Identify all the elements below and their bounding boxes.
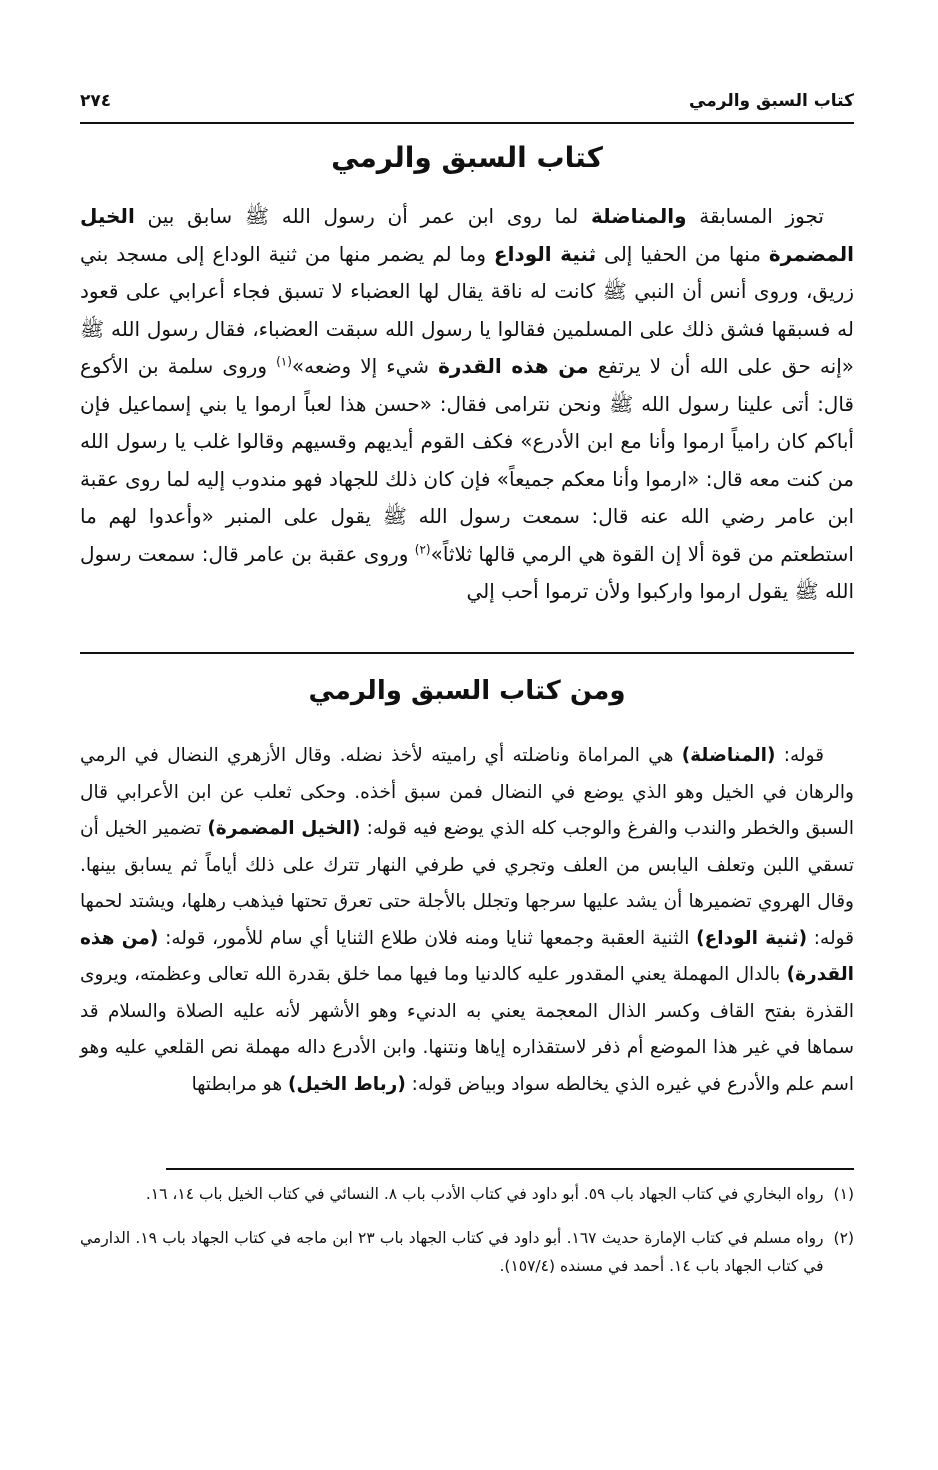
bold-term: ثنية الوداع [493,241,597,266]
bold-term: (من هذه القدرة) [80,927,854,985]
footnote-item [80,1180,854,1208]
text-run: قوله: [775,745,824,766]
bold-term: (الخيل المضمرة) [207,818,361,839]
text-run: بالدال المهملة يعني المقدور عليه كالدنيا وما فيها مما خلق بقدرة الله تعالى وعظمته، ويروى القذرة بفتح القاف وكسر الذال المعجمة يعني به الدنيء وهو الأشهر لأنه عليه الصلاة والسلام قد سماها في غير هذا الموضع أم ذفر لاستقذاره إياها ونتنها. وابن الأدرع داله مهملة نص القلعي عليه وهو اسم علم والأدرع في غيره الذي يخالطه سواد وبياض قوله: [80,964,854,1095]
text-run: منها من الحفيا إلى [596,241,769,266]
footnote-ref-1[interactable]: (١) [276,354,292,369]
commentary-title: ومن كتاب السبق والرمي [308,676,626,706]
bold-term: (ثنية الوداع) [696,927,808,949]
text-run: وروى عقبة بن عامر قال: سمعت رسول الله ﷺ يقول ارموا واركبوا ولأن ترموا أحب إلي [80,541,854,603]
footnote-number: (١) [833,1185,854,1203]
bold-term: الخيل المضمرة [80,204,854,266]
footnotes [80,1180,854,1296]
footnote-number: (٢) [833,1229,854,1247]
text-run: وروى سلمة بن الأكوع قال: أتى علينا رسول الله ﷺ ونحن نترامى فقال: «حسن هذا لعباً ارموا يا بني إسماعيل فإن أباكم كان رامياً ارموا وأنا مع ابن الأدرع» فكف القوم أيديهم وقسيهم وقالوا غلب يا رسول الله من كنت معه قال: «ارموا وأنا معكم جميعاً» فإن كان ذلك للجهاد فهو مندوب إليه لما روى عقبة ابن عامر رضي الله عنه قال: سمعت رسول الله ﷺ يقول على المنبر «وأعدوا لهم ما استطعتم من قوة ألا إن القوة هي الرمي قالها ثلاثاً» [80,354,854,566]
header-rule [80,122,854,124]
main-text-paragraph [80,198,854,611]
text-run: الثنية العقبة وجمعها ثنايا ومنه فلان طلاع الثنايا أي سام للأمور، قوله: [158,927,697,949]
running-title: كتاب السبق والرمي [689,91,854,111]
book-page [80,80,854,1410]
section-divider [80,652,854,654]
main-text [80,198,854,611]
text-run: تجوز المسابقة [686,204,824,228]
footnote-ref-2[interactable]: (٢) [414,541,431,556]
bold-term: من هذه القدرة [438,354,589,378]
running-header [80,86,854,116]
commentary-paragraph [80,738,854,1103]
bold-term: (رباط الخيل) [287,1073,406,1095]
text-run: شيء إلا وضعه» [291,354,439,378]
bold-term: (المناضلة) [681,745,776,766]
footnote-separator [166,1168,854,1170]
footnote-item [80,1224,854,1280]
commentary-text [80,738,854,1103]
text-run: لما روى ابن عمر أن رسول الله ﷺ سابق بين [134,204,592,228]
footnote-text: رواه مسلم في كتاب الإمارة حديث ١٦٧. أبو داود في كتاب الجهاد باب ٢٣ ابن ماجه في كتاب الجهاد باب ١٩. الدارمي في كتاب الجهاد باب ١٤. أحمد في مسنده (١٥٧/٤). [80,1229,824,1275]
bold-term: والمناضلة [591,204,687,228]
text-run: وما لم يضمر منها من ثنية الوداع إلى مسجد بني زريق، وروى أنس أن النبي ﷺ كانت له ناقة يقال لها العضباء لا تسبق فجاء أعرابي على قعود له فسبقها فشق ذلك على المسلمين فقالوا يا رسول الله سبقت العضباء، فقال رسول الله ﷺ «إنه حق على الله أن لا يرتفع [80,241,854,378]
text-run: هي المراماة وناضلته أي راميته لأخذ نضله. وقال الأزهري النضال في الرمي والرهان في الخيل وهو الذي يوضع في النضال فمن سبق أخذه. وحكى ثعلب عن ابن الأعرابي قال السبق والخطر والندب والفرغ والوجب كله الذي يوضع فيه قوله: [80,745,854,839]
page-number: ٢٧٤ [80,91,112,111]
footnote-text: رواه البخاري في كتاب الجهاد باب ٥٩. أبو داود في كتاب الأدب باب ٨. النسائي في كتاب الخيل باب ١٤، ١٦. [145,1185,824,1203]
text-run: تضمير الخيل أن تسقي اللبن وتعلف اليابس من العلف وتجري في طرفي النهار تترك على ذلك أياماً ثم يسابق بينها. وقال الهروي تضميرها أن يشد عليها سرجها وتجلل بالأجلة حتى تعرق تحتها فيذهب رهلها، ويشتد لحمها قوله: [80,818,854,949]
chapter-title: كتاب السبق والرمي [331,141,603,174]
text-run: هو مرابطتها [191,1073,288,1095]
